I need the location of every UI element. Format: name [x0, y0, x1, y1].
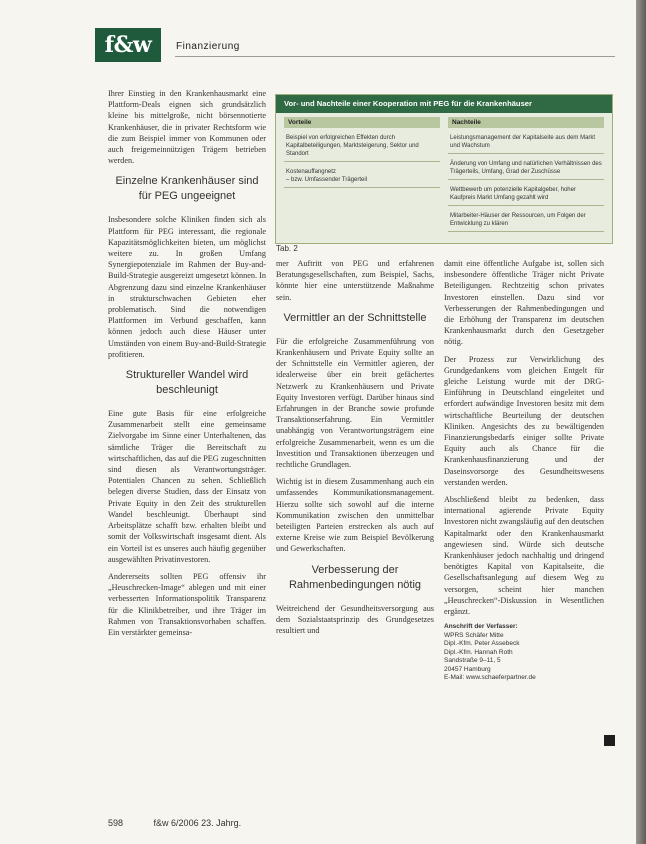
- column-1: [108, 88, 266, 644]
- subheading: Struktureller Wandel wird beschleunigt: [125, 369, 249, 397]
- subheading: Einzelne Krankenhäuser sind für PEG ungeeignet: [115, 175, 259, 203]
- paragraph: Für die erfolgreiche Zusammenführung von Krankenhäusern und Private Equity sollte an der Schnittstelle ein Vermittler agieren, der idealerweise über ein breit gefächertes Netzwerk zu Krankenhäusern und Private Equity Investoren verfügt. Darüber hinaus sind Erfahrungen in der Branche sowie profunde Transaktionserfahrung. Ein Vermittler unabhängig von Verantwortungsträgern eine erfolgreiche Zusammenarbeit, wenn es um die Investition und Transaktionen überzeugen und rechtliche Grundlagen.: [276, 336, 434, 470]
- end-marker: [604, 735, 615, 746]
- contact-line: WPRS Schäfer Mitte: [444, 631, 504, 639]
- column-2: [276, 258, 434, 642]
- cons-column: [444, 117, 608, 236]
- contact-line: Dipl.-Kfm. Hannah Roth: [444, 648, 513, 656]
- pros-header: Vorteile: [284, 117, 440, 128]
- contact-line: Dipl.-Kfm. Peter Assebeck: [444, 640, 520, 648]
- paragraph: Ihrer Einstieg in den Krankenhausmarkt eine Plattform-Deals eignen sich grundsätzlich kleine bis mittelgroße, nicht börsennotierte Krankenhäuser, die in privater Rechtsform wie die zum Beispiel immer von Kommunen oder auch freigemeinnützigen Trägern betrieben werden.: [108, 89, 266, 166]
- paragraph: Wichtig ist in diesem Zusammenhang auch ein umfassendes Kommunikationsmanagement. Hierzu sollte sich sowohl auf die interne Kommunikation zwischen den unmittelbar beteiligten Parteien erstrecken als auch auf externe Kreise wie zum Beispiel Bevölkerung und Gewerkschaften.: [276, 477, 434, 554]
- pro-item: Beispiel von erfolgreichen Effekten durch Kapitalbeteiligungen, Marktsteigerung, Sektor und Standort: [284, 132, 440, 162]
- con-item: Mitarbeiter-Häuser der Ressourcen, um Folgen der Entwicklung zu klären: [448, 210, 604, 232]
- pros-column: [280, 117, 444, 236]
- paragraph: Der Prozess zur Verwirklichung des Grundgedankens vom gleichen Entgelt für gleiche Leistung wurde mit der DRG-Einführung in Deutschland eingeleitet und erfordert aufwändige Investoren besitz mit dem wirtschaftliche Beurteilung der deutschen Kliniken. Angesichts des zu bewältigenden Finanzierungsbedarfs einiger sollte Private Equity auch als Chance für die Krankenhausfinanzierung und der Daseinsvorsorge des Gesundheitswesens verstanden werden.: [444, 354, 604, 487]
- contact-line: Sandstraße 9–11, 5: [444, 657, 501, 665]
- table-title: Vor- und Nachteile einer Kooperation mit PEG für die Krankenhäuser: [276, 95, 612, 113]
- author-contact: [444, 623, 604, 683]
- table-caption: Tab. 2: [276, 244, 298, 253]
- paragraph: mer Auftritt von PEG und erfahrenen Beratungsgesellschaften, zum Beispiel, Sachs, könnte hier eine unterstützende Maßnahme sein.: [276, 259, 434, 302]
- journal-logo: f&w: [95, 28, 161, 62]
- pros-cons-table: [275, 94, 613, 244]
- header-rule: [175, 56, 615, 57]
- page-footer: [108, 818, 241, 828]
- paragraph: Weitreichend der Gesundheitsversorgung aus dem Sozialstaatsprinzip des Grundgesetzes resultiert und: [276, 603, 434, 636]
- contact-line: E-Mail: www.schaeferpartner.de: [444, 674, 536, 682]
- con-item: Leistungsmanagement der Kapitalseite aus dem Markt und Wachstum: [448, 132, 604, 154]
- subheading: Verbesserung der Rahmenbedingungen nötig: [288, 563, 422, 591]
- paragraph: Eine gute Basis für eine erfolgreiche Zusammenarbeit stellt eine gemeinsame Zielvorgabe im Sinne einer Unterhaltenen, das sämtliche Träger die Bereitschaft zu wirtschaftlichen, das auf die PEG zugeschnitten sind diesen als Verantwortungsträger. Potentialen Chancen zu sehen. Schließlich belegen diverse Studien, dass der Einsatz von Private Equity in den Zeit des strukturellen Wandel beschleunigt. Überhaupt sind Arbeitsplätze schafft bzw. erhalten bleibt und somit der Volkswirtschaft insgesamt dient. Als ein Vorteil ist es unseres auch häufig gegenüber ausgewählten Privatinvestoren.: [108, 409, 266, 564]
- contact-line: 20457 Hamburg: [444, 665, 491, 673]
- contact-title: Anschrift der Verfasser:: [444, 623, 518, 631]
- page-number: 598: [108, 818, 124, 828]
- pro-item: Kostenauffangnetz – bzw. Umfassender Trägerteil: [284, 166, 440, 188]
- con-item: Änderung von Umfang und natürlichen Verhältnissen des Trägerteils, Umfang, Grad der Zuschüsse: [448, 158, 604, 180]
- paragraph: Andererseits sollten PEG offensiv ihr „Heuschrecken-Image“ ablegen und mit einer verbesserten Informationspolitik Transparenz für die Klinikbetreiber, und ihre Träger im Rahmen von Transaktionsvorhaben schaffen. Ein verstärkter gemeinsa-: [108, 571, 266, 637]
- subheading: Vermittler an der Schnittstelle: [283, 311, 427, 324]
- column-3: [444, 258, 604, 683]
- section-title: Finanzierung: [176, 41, 240, 52]
- journal-issue: f&w 6/2006 23. Jahrg.: [153, 818, 242, 828]
- paragraph: damit eine öffentliche Aufgabe ist, sollen sich insbesondere öffentliche Träger nicht Private Beteiligungen. Rechtzeitig schon privates Investoren einstellen. Dazu sind vor Verbesserungen der Rahmenbedingungen und die Erhöhung der Transparenz im deutschen Krankenhausmarkt durch den Gesetzgeber nötig.: [444, 259, 604, 347]
- paragraph: Abschließend bleibt zu bedenken, dass international agierende Private Equity Investoren nicht zwangsläufig auf den deutschen Kapitalmarkt oder den Krankenhausmarkt angewiesen sind. Würde sich deutsche Krankenhäuser jedoch nachhaltig und dringend benötigtes Kapital von Kapitalseite, die Gesellschaftsanlegung auf diesem Weg zu versorgen, scheint hier manchen „Heuschrecken“-Diskussion in Wesentlichen ergänzt.: [444, 495, 604, 617]
- paragraph: Insbesondere solche Kliniken finden sich als Plattform für PEG interessant, die regionale Kapazitätsmöglichkeiten bieten, um möglichst weitere zu. In großen Umfang Synergiepotenziale im Rahmen der Buy-and-Build-Strategie ausgereizt umgesetzt können. In Abgrenzung dazu sind einzelne Krankenhäuser in strukturschwachen Gebieten eher problematisch. Sind die notwendigen Plattformen im Verbund geschaffen, kann können jedoch auch diese Häuser unter Umständen von einem Buy-and-Build-Strategie profitieren.: [108, 215, 266, 359]
- cons-header: Nachteile: [448, 117, 604, 128]
- con-item: Wettbewerb um potenzielle Kapitalgeber, hoher Kaufpreis Markt Umfang gezahlt wird: [448, 184, 604, 206]
- page-edge: [636, 0, 646, 844]
